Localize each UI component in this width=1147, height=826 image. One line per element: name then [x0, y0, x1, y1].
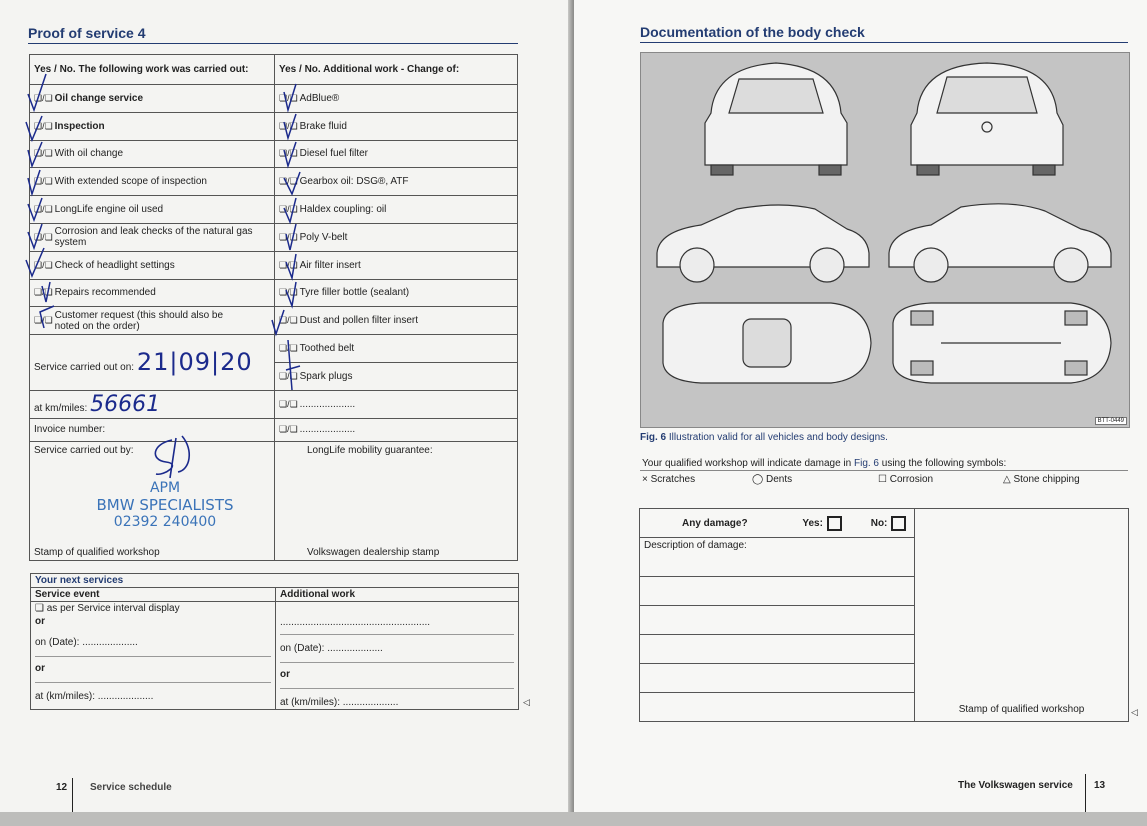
title-rule [640, 42, 1128, 43]
stamp-line: APM [149, 479, 181, 496]
additional-work-header: Additional work [276, 588, 519, 602]
yes-no-checkbox[interactable]: ❏/❏ [279, 148, 298, 159]
symbol-dents: ◯ Dents [752, 474, 793, 485]
yes-label: Yes: [802, 517, 823, 529]
item-label: Gearbox oil: DSG®, ATF [299, 176, 409, 188]
yes-no-checkbox[interactable]: ❏/❏ [279, 315, 298, 326]
item-label: LongLife engine oil used [54, 204, 164, 216]
symbols-intro [642, 458, 1006, 469]
km-miles-handwritten: 56661 [90, 391, 161, 417]
yes-no-checkbox[interactable]: ❏/❏ [279, 92, 298, 103]
carried-out-by-label: Service carried out by: [34, 444, 134, 456]
yes-no-checkbox[interactable]: ❏/❏ [34, 259, 53, 270]
item-label: Inspection [54, 120, 105, 132]
yes-no-checkbox[interactable]: ❏/❏ [34, 148, 53, 159]
dotted-line-field[interactable]: ...................................................... [280, 617, 514, 635]
description-line[interactable] [640, 635, 915, 664]
page-number: 13 [1094, 780, 1106, 791]
item-label: With oil change [54, 148, 124, 160]
yes-no-checkbox[interactable]: ❏/❏ [279, 343, 298, 354]
item-label: Customer request (this should also be noted on the order) [54, 309, 224, 332]
longlife-label: LongLife mobility guarantee: [307, 444, 433, 456]
yes-no-checkbox[interactable]: ❏/❏ [279, 398, 298, 409]
figure-code: BTT-0449 [1095, 417, 1127, 425]
next-services-title: Your next services [31, 574, 519, 588]
at-km-field[interactable]: at (km/miles): .................... [35, 691, 154, 702]
yes-no-checkbox[interactable]: ❏/❏ [279, 424, 298, 435]
yes-checkbox[interactable] [827, 516, 842, 531]
page-title: Documentation of the body check [640, 24, 865, 40]
figure-caption [640, 432, 888, 443]
service-date-label: Service carried out on: [34, 362, 135, 374]
title-rule [28, 43, 518, 44]
footer-section: Service schedule [90, 782, 172, 793]
service-event-header: Service event [31, 588, 276, 602]
symbols-intro-suffix: using the following symbols: [879, 458, 1007, 469]
item-label: .................... [299, 398, 356, 410]
description-line[interactable] [640, 664, 915, 693]
at-km-field[interactable]: at (km/miles): .................... [280, 697, 399, 708]
stamp-qualified-label: Stamp of qualified workshop [34, 546, 160, 558]
fig-link[interactable]: Fig. 6 [853, 458, 879, 469]
item-label: Haldex coupling: oil [299, 204, 387, 216]
triangle-marker-icon: ◁ [1131, 707, 1138, 717]
stamp-label: Stamp of qualified workshop [958, 704, 1085, 715]
km-miles-label: at km/miles: [34, 402, 88, 414]
yes-no-checkbox[interactable]: ❏/❏ [279, 176, 298, 187]
description-line[interactable] [640, 577, 915, 606]
item-label: Oil change service [54, 92, 144, 104]
description-label: Description of damage: [644, 540, 747, 551]
item-label: Check of headlight settings [54, 259, 175, 271]
service-date-handwritten: 21|09|20 [136, 348, 253, 377]
handwritten-ticks [20, 70, 320, 410]
bottom-strip [0, 812, 1147, 826]
item-label: AdBlue® [299, 92, 340, 104]
yes-no-checkbox[interactable]: ❏/❏ [34, 92, 53, 103]
symbol-stone-chipping: △ Stone chipping [1003, 474, 1080, 485]
symbols-rule [640, 470, 1128, 471]
item-label: With extended scope of inspection [54, 176, 207, 188]
yes-no-checkbox[interactable]: ❏/❏ [34, 315, 53, 326]
yes-no-checkbox[interactable]: ❏/❏ [279, 231, 298, 242]
yes-no-checkbox[interactable]: ❏/❏ [34, 287, 53, 298]
yes-no-checkbox[interactable]: ❏/❏ [279, 370, 298, 381]
stamp-line: BMW SPECIALISTS [96, 495, 234, 514]
signature [142, 430, 202, 480]
any-damage-row [640, 509, 915, 538]
yes-no-checkbox[interactable]: ❏/❏ [34, 232, 53, 243]
vw-stamp-label: Volkswagen dealership stamp [307, 546, 440, 558]
additional-row[interactable] [275, 418, 518, 441]
item-label: Corrosion and leak checks of the natural gas system [54, 226, 253, 249]
yes-no-checkbox[interactable]: ❏/❏ [279, 120, 298, 131]
longlife-cell[interactable] [275, 441, 518, 560]
footer-section: The Volkswagen service [958, 780, 1073, 791]
yes-no-checkbox[interactable]: ❏/❏ [279, 259, 298, 270]
body-check-figure[interactable] [640, 52, 1130, 428]
stamp-cell[interactable] [915, 509, 1129, 722]
any-damage-label: Any damage? [682, 517, 748, 529]
yes-no-checkbox[interactable]: ❏/❏ [34, 176, 53, 187]
yes-no-checkbox[interactable]: ❏/❏ [34, 204, 53, 215]
damage-table [639, 508, 1129, 722]
no-label: No: [870, 517, 888, 529]
page-title: Proof of service 4 [28, 25, 146, 41]
interval-option[interactable]: ❏ as per Service interval display [35, 603, 180, 614]
left-page [0, 0, 572, 812]
no-checkbox[interactable] [891, 516, 906, 531]
or-label: or [280, 663, 514, 689]
item-label: Tyre filler bottle (sealant) [299, 287, 410, 299]
or-label: or [35, 616, 45, 627]
symbol-corrosion: ☐ Corrosion [878, 474, 934, 485]
workshop-stamp [90, 480, 240, 530]
item-label: Dust and pollen filter insert [299, 315, 419, 327]
yes-no-checkbox[interactable]: ❏/❏ [279, 287, 298, 298]
item-label: .................... [299, 424, 356, 436]
item-label: Spark plugs [299, 370, 353, 382]
additional-work-cell[interactable] [276, 602, 519, 710]
description-line[interactable] [640, 606, 915, 635]
car-outlines [641, 53, 1129, 427]
description-row[interactable] [640, 538, 915, 577]
col2-header: Yes / No. Additional work - Change of: [275, 55, 518, 85]
stamp-line: 02392 240400 [113, 513, 217, 530]
item-label: Repairs recommended [54, 287, 156, 299]
triangle-marker-icon: ◁ [523, 697, 530, 707]
item-label: Toothed belt [299, 343, 355, 355]
service-event-cell[interactable] [31, 602, 276, 710]
symbols-intro-prefix: Your qualified workshop will indicate damage in [642, 458, 854, 469]
on-date-field[interactable]: on (Date): .................... [35, 637, 271, 657]
item-label: Diesel fuel filter [299, 148, 368, 160]
yes-no-checkbox[interactable]: ❏/❏ [34, 120, 53, 131]
fig-caption-text: Illustration valid for all vehicles and body designs. [668, 432, 888, 443]
invoice-label: Invoice number: [34, 424, 106, 436]
carried-out-by-cell[interactable] [30, 441, 275, 560]
page-number: 12 [56, 782, 68, 793]
footer-divider [1085, 774, 1086, 812]
fig-label: Fig. 6 [640, 432, 667, 443]
col1-header: Yes / No. The following work was carried out: [30, 55, 275, 85]
item-label: Air filter insert [299, 259, 361, 271]
or-label: or [35, 657, 271, 683]
next-services-table [30, 573, 519, 710]
item-label: Poly V-belt [299, 231, 348, 243]
item-label: Brake fluid [299, 120, 347, 132]
footer-divider [72, 778, 73, 812]
symbol-scratches: × Scratches [642, 474, 696, 485]
description-line[interactable] [640, 693, 915, 722]
yes-no-checkbox[interactable]: ❏/❏ [279, 204, 298, 215]
on-date-field[interactable]: on (Date): .................... [280, 643, 514, 663]
